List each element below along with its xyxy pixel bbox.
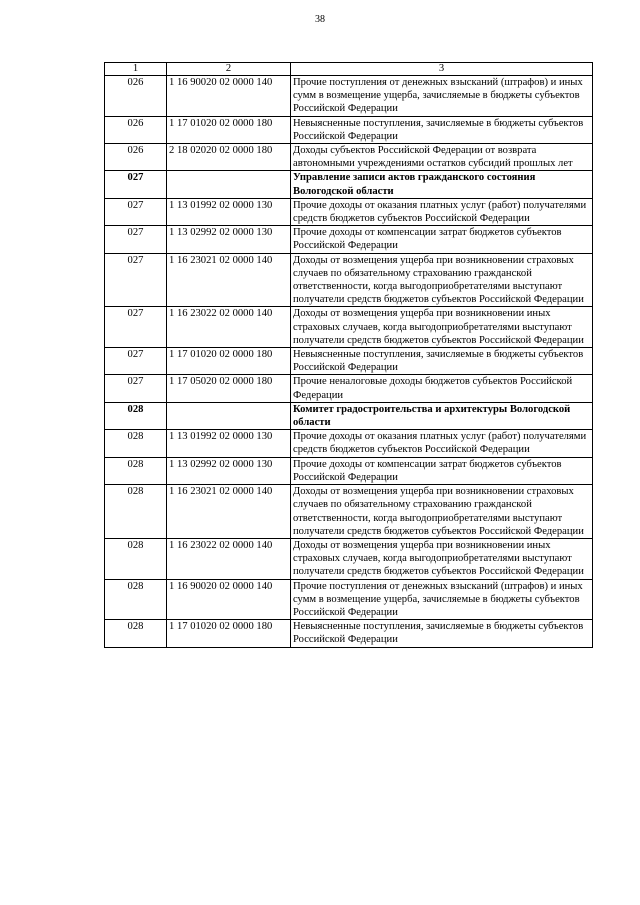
column-header-name: 3 [291,63,593,76]
admin-code-cell: 028 [105,402,167,429]
revenue-name-cell: Невыясненные поступления, зачисляемые в бюджеты субъектов Российской Федерации [291,348,593,375]
admin-code-cell: 026 [105,144,167,171]
budget-code-cell: 1 16 23021 02 0000 140 [167,253,291,307]
budget-code-cell: 2 18 02020 02 0000 180 [167,144,291,171]
admin-code-cell: 027 [105,226,167,253]
column-header-code: 2 [167,63,291,76]
budget-code-cell: 1 16 90020 02 0000 140 [167,579,291,620]
budget-code-cell: 1 16 23022 02 0000 140 [167,307,291,348]
admin-code-cell: 026 [105,116,167,143]
table-row [105,457,593,484]
budget-code-cell: 1 13 02992 02 0000 130 [167,457,291,484]
budget-code-cell: 1 17 01020 02 0000 180 [167,116,291,143]
revenue-name-cell: Доходы от возмещения ущерба при возникновении иных страховых случаев, когда выгодоприобретателями выступают получатели средств бюджетов субъектов Российской Федерации [291,538,593,579]
table-header-row [105,63,593,76]
admin-code-cell: 027 [105,348,167,375]
table-row [105,579,593,620]
table-row [105,226,593,253]
revenue-name-cell: Прочие доходы от компенсации затрат бюджетов субъектов Российской Федерации [291,226,593,253]
admin-code-cell: 026 [105,76,167,117]
revenue-name-cell: Прочие поступления от денежных взысканий (штрафов) и иных сумм в возмещение ущерба, зачисляемые в бюджеты субъектов Российской Федерации [291,76,593,117]
revenue-name-cell: Прочие поступления от денежных взысканий (штрафов) и иных сумм в возмещение ущерба, зачисляемые в бюджеты субъектов Российской Федерации [291,579,593,620]
table-row [105,307,593,348]
table-row [105,348,593,375]
column-header-admin: 1 [105,63,167,76]
budget-code-cell [167,402,291,429]
revenue-name-cell: Прочие доходы от компенсации затрат бюджетов субъектов Российской Федерации [291,457,593,484]
budget-code-cell: 1 13 01992 02 0000 130 [167,198,291,225]
budget-code-cell [167,171,291,198]
table-row [105,485,593,539]
section-row [105,171,593,198]
budget-code-cell: 1 17 01020 02 0000 180 [167,620,291,647]
revenue-name-cell: Доходы от возмещения ущерба при возникновении страховых случаев по обязательному страхованию гражданской ответственности, когда выгодоприобретателями выступают получатели средств бюджетов субъектов Российской Федерации [291,485,593,539]
revenue-name-cell: Доходы от возмещения ущерба при возникновении страховых случаев по обязательному страхованию гражданской ответственности, когда выгодоприобретателями выступают получатели средств бюджетов субъектов Российской Федерации [291,253,593,307]
admin-code-cell: 028 [105,620,167,647]
budget-code-cell: 1 13 02992 02 0000 130 [167,226,291,253]
budget-code-cell: 1 17 05020 02 0000 180 [167,375,291,402]
table-row [105,538,593,579]
table-row [105,430,593,457]
admin-code-cell: 028 [105,538,167,579]
budget-code-cell: 1 16 90020 02 0000 140 [167,76,291,117]
table-row [105,620,593,647]
budget-code-cell: 1 16 23021 02 0000 140 [167,485,291,539]
revenue-name-cell: Комитет градостроительства и архитектуры Вологодской области [291,402,593,429]
budget-code-cell: 1 17 01020 02 0000 180 [167,348,291,375]
table-row [105,116,593,143]
revenue-name-cell: Невыясненные поступления, зачисляемые в бюджеты субъектов Российской Федерации [291,116,593,143]
revenue-name-cell: Невыясненные поступления, зачисляемые в бюджеты субъектов Российской Федерации [291,620,593,647]
revenue-name-cell: Прочие доходы от оказания платных услуг (работ) получателями средств бюджетов субъектов Российской Федерации [291,430,593,457]
admin-code-cell: 028 [105,485,167,539]
table-row [105,198,593,225]
admin-code-cell: 027 [105,307,167,348]
admin-code-cell: 027 [105,375,167,402]
revenue-name-cell: Прочие доходы от оказания платных услуг (работ) получателями средств бюджетов субъектов Российской Федерации [291,198,593,225]
table-row [105,144,593,171]
admin-code-cell: 028 [105,430,167,457]
revenue-name-cell: Доходы от возмещения ущерба при возникновении иных страховых случаев, когда выгодоприобретателями выступают получатели средств бюджетов субъектов Российской Федерации [291,307,593,348]
table-row [105,253,593,307]
budget-code-cell: 1 13 01992 02 0000 130 [167,430,291,457]
admin-code-cell: 028 [105,579,167,620]
revenue-codes-table [104,62,593,648]
budget-code-cell: 1 16 23022 02 0000 140 [167,538,291,579]
revenue-name-cell: Управление записи актов гражданского состояния Вологодской области [291,171,593,198]
admin-code-cell: 028 [105,457,167,484]
admin-code-cell: 027 [105,171,167,198]
revenue-name-cell: Доходы субъектов Российской Федерации от возврата автономными учреждениями остатков субсидий прошлых лет [291,144,593,171]
page-number: 38 [315,14,325,25]
admin-code-cell: 027 [105,198,167,225]
section-row [105,402,593,429]
table-row [105,375,593,402]
table-row [105,76,593,117]
revenue-name-cell: Прочие неналоговые доходы бюджетов субъектов Российской Федерации [291,375,593,402]
admin-code-cell: 027 [105,253,167,307]
